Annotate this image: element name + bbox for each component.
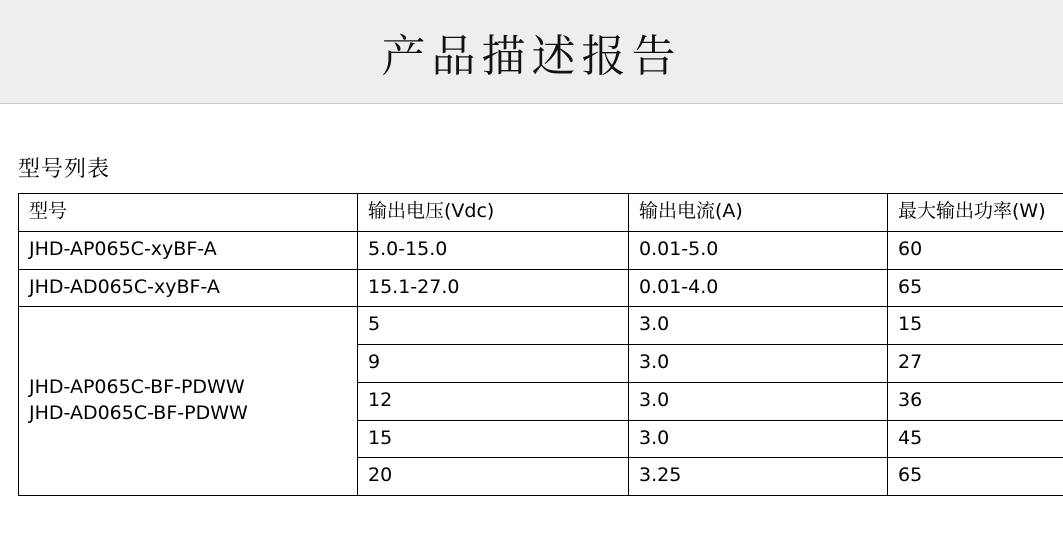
- cell-current: 0.01-5.0: [629, 231, 888, 269]
- cell-power: 45: [888, 420, 1063, 458]
- cell-voltage: 9: [358, 345, 629, 383]
- table-header-row: [19, 194, 1063, 232]
- column-header-voltage: 输出电压(Vdc): [358, 194, 629, 232]
- cell-current: 3.0: [629, 420, 888, 458]
- cell-power: 36: [888, 382, 1063, 420]
- model-list-table: [18, 193, 1063, 496]
- cell-voltage: 12: [358, 382, 629, 420]
- cell-power: 60: [888, 231, 1063, 269]
- column-header-model: 型号: [19, 194, 358, 232]
- cell-model: JHD-AP065C-xyBF-A: [19, 231, 358, 269]
- cell-power: 27: [888, 345, 1063, 383]
- cell-voltage: 15.1-27.0: [358, 269, 629, 307]
- section-title: 型号列表: [18, 157, 111, 182]
- cell-voltage: 20: [358, 458, 629, 496]
- document-header: [0, 0, 1063, 104]
- cell-current: 3.0: [629, 382, 888, 420]
- cell-current: 3.0: [629, 345, 888, 383]
- table-row: [19, 269, 1063, 307]
- cell-model-line: JHD-AP065C-BF-PDWW: [29, 375, 245, 398]
- cell-model-merged: [19, 307, 358, 496]
- cell-power: 65: [888, 458, 1063, 496]
- column-header-power: 最大输出功率(W): [888, 194, 1063, 232]
- cell-model-line: JHD-AD065C-BF-PDWW: [29, 401, 248, 424]
- cell-voltage: 5: [358, 307, 629, 345]
- table-row: [19, 231, 1063, 269]
- cell-power: 15: [888, 307, 1063, 345]
- cell-model: JHD-AD065C-xyBF-A: [19, 269, 358, 307]
- column-header-current: 输出电流(A): [629, 194, 888, 232]
- cell-power: 65: [888, 269, 1063, 307]
- page-title: 产品描述报告: [381, 30, 682, 82]
- cell-current: 3.0: [629, 307, 888, 345]
- cell-voltage: 15: [358, 420, 629, 458]
- cell-voltage: 5.0-15.0: [358, 231, 629, 269]
- cell-current: 3.25: [629, 458, 888, 496]
- document-content: [0, 152, 1063, 496]
- cell-current: 0.01-4.0: [629, 269, 888, 307]
- table-row: [19, 307, 1063, 345]
